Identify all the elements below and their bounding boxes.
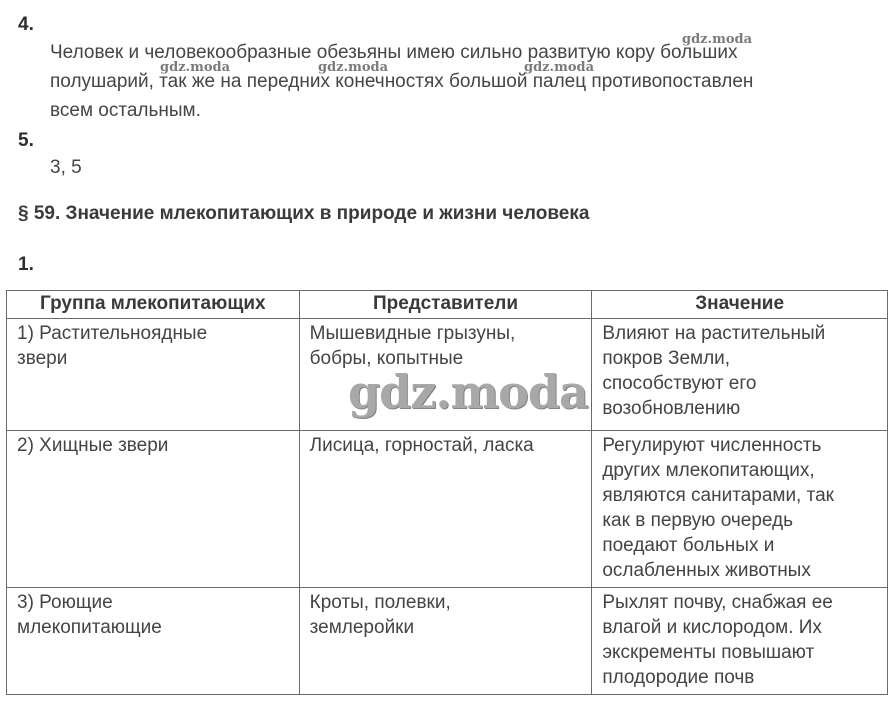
cell-line: Регулируют численность: [602, 435, 822, 456]
watermark-small-2: gdz.moda: [160, 60, 231, 75]
cell-line: способствуют его: [602, 373, 757, 394]
task-1-number: 1.: [18, 254, 34, 275]
cell-meaning: [592, 431, 888, 588]
cell-line: влагой и кислородом. Их: [602, 617, 822, 638]
cell-members: [299, 431, 592, 588]
watermark-big: gdz.moda: [348, 365, 588, 419]
section-5-answer: 3, 5: [50, 157, 82, 178]
cell-line: как в первую очередь: [602, 510, 794, 531]
watermark-small-1: gdz.moda: [682, 32, 753, 47]
cell-line: являются санитарами, так: [602, 485, 834, 506]
cell-line: 3) Роющие: [17, 592, 113, 613]
table-row: [7, 431, 888, 588]
cell-line: покров Земли,: [602, 348, 731, 369]
cell-line: землеройки: [309, 617, 415, 638]
watermark-small-4: gdz.moda: [524, 60, 595, 75]
cell-line: Рыхлят почву, снабжая ее: [602, 592, 833, 613]
section-4-line-3: всем остальным.: [50, 100, 201, 121]
cell-line: экскременты повышают: [602, 642, 815, 663]
cell-line: возобновлению: [602, 398, 741, 419]
section-4-number: 4.: [18, 14, 34, 35]
cell-group: [7, 319, 300, 431]
cell-line: Кроты, полевки,: [309, 592, 451, 613]
section-5-number: 5.: [18, 130, 34, 151]
cell-line: поедают больных и: [602, 535, 775, 556]
section-4-text: [50, 38, 890, 125]
cell-line: Мышевидные грызуны,: [309, 323, 516, 344]
section-4-line-1: Человек и человекообразные обезьяны имею сильно развитую кору больших: [50, 42, 738, 63]
mammals-table: [6, 290, 888, 695]
cell-meaning: [592, 319, 888, 431]
watermark-small-3: gdz.moda: [318, 60, 389, 75]
cell-group: [7, 431, 300, 588]
column-header-meaning: Значение: [592, 291, 888, 319]
cell-members: [299, 588, 592, 695]
column-header-group: Группа млекопитающих: [7, 291, 300, 319]
table-header-row: [7, 291, 888, 319]
cell-line: звери: [17, 348, 68, 369]
cell-line: Лисица, горностай, ласка: [309, 435, 534, 456]
section-heading: § 59. Значение млекопитающих в природе и жизни человека: [18, 203, 590, 224]
cell-line: 2) Хищные звери: [17, 435, 169, 456]
cell-line: 1) Растительноядные: [17, 323, 208, 344]
column-header-members: Представители: [299, 291, 592, 319]
cell-line: бобры, копытные: [309, 348, 464, 369]
cell-group: [7, 588, 300, 695]
section-4-line-2: полушарий, так же на передних конечностях большой палец противопоставлен: [50, 71, 754, 92]
cell-line: других млекопитающих,: [602, 460, 815, 481]
cell-line: млекопитающие: [17, 617, 162, 638]
cell-meaning: [592, 588, 888, 695]
cell-line: Влияют на растительный: [602, 323, 826, 344]
table-row: [7, 588, 888, 695]
cell-line: плодородие почв: [602, 667, 755, 688]
cell-line: ослабленных животных: [602, 560, 811, 581]
